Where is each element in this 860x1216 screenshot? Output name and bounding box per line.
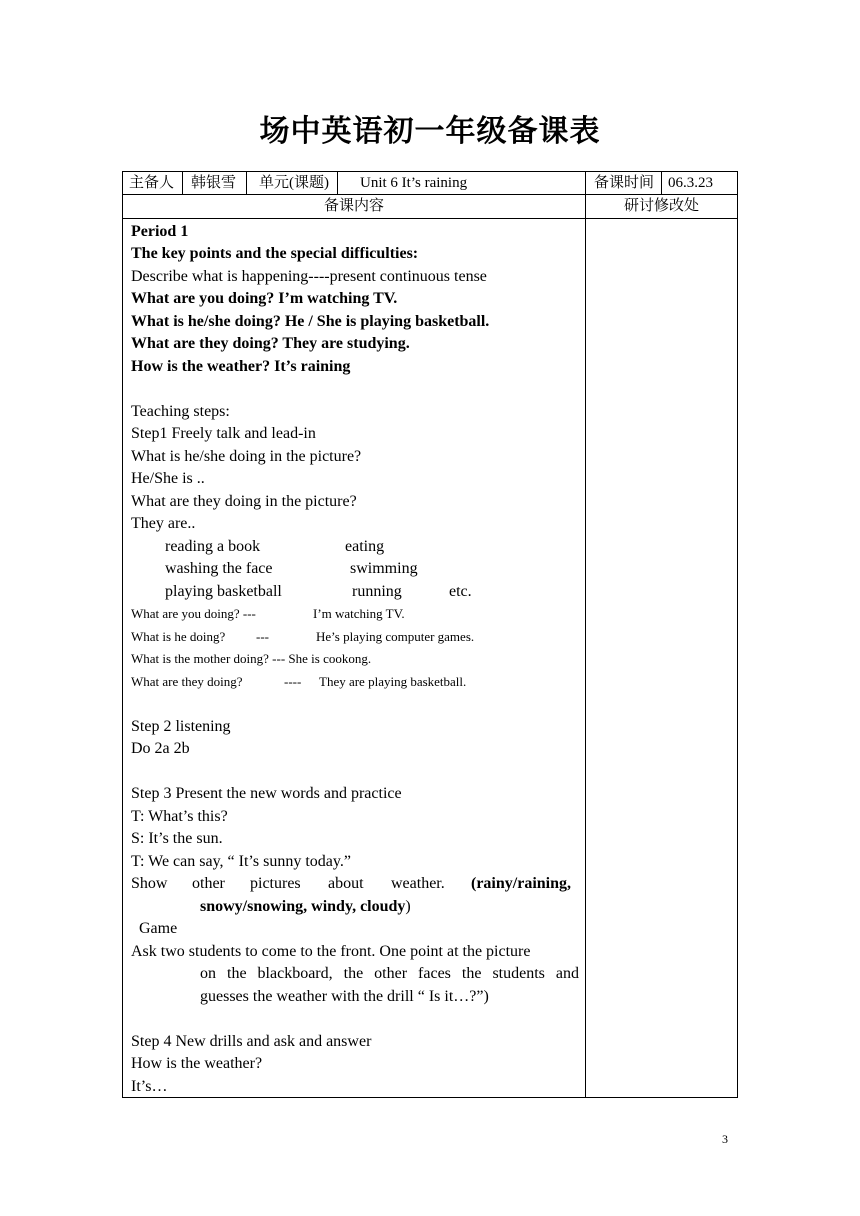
vocab-item: etc. — [449, 583, 472, 600]
step-line: T: What’s this? — [131, 808, 228, 825]
vocab-item: eating — [345, 538, 385, 555]
vocab-item: reading a book — [165, 538, 261, 555]
vocab-item: running — [352, 583, 402, 600]
page-number: 3 — [722, 1132, 728, 1146]
key-point: What are you doing? I’m watching TV. — [131, 290, 398, 307]
page-title: 场中英语初一年级备课表 — [259, 114, 601, 149]
step-line: Game — [139, 920, 178, 937]
step-line: Show — [131, 875, 168, 892]
dialog-line: What is the mother doing? --- She is cookong. — [131, 651, 372, 666]
revision-notes-column — [585, 218, 738, 1098]
step-line: They are.. — [131, 515, 196, 532]
key-point: How is the weather? It’s raining — [131, 358, 351, 375]
unit-title: Unit 6 It’s raining — [337, 171, 586, 195]
step-line: T: We can say, “ It’s sunny today.” — [131, 853, 351, 870]
teaching-steps-heading: Teaching steps: — [131, 403, 230, 420]
step-heading: Step 4 New drills and ask and answer — [131, 1033, 372, 1050]
step-line: S: It’s the sun. — [131, 830, 223, 847]
key-point: What are they doing? They are studying. — [131, 335, 410, 352]
vocab-item: swimming — [350, 560, 418, 577]
dialog-line: What is he doing? — [131, 629, 226, 644]
preparer-name: 韩银雪 — [182, 171, 247, 195]
step-line: What are they doing in the picture? — [131, 493, 357, 510]
step-line: Ask two students to come to the front. One point at the picture — [131, 943, 531, 960]
dialog-line: What are you doing? --- — [131, 606, 256, 621]
dialog-line: --- — [256, 629, 269, 644]
key-point: Describe what is happening----present continuous tense — [131, 268, 487, 285]
step-line: It’s… — [131, 1078, 168, 1095]
step-line: on the blackboard, the other faces the students and — [200, 965, 579, 982]
time-value: 06.3.23 — [661, 171, 738, 195]
step-line: Do 2a 2b — [131, 740, 190, 757]
step-line: How is the weather? — [131, 1055, 263, 1072]
period-heading: Period 1 — [131, 223, 189, 240]
lesson-content — [122, 218, 586, 1098]
vocab-item: washing the face — [165, 560, 273, 577]
step-heading: Step 3 Present the new words and practice — [131, 785, 402, 802]
step-heading: Step 2 listening — [131, 718, 231, 735]
weather-words: snowy/snowing, windy, cloudy — [200, 898, 406, 915]
time-label: 备课时间 — [585, 171, 662, 195]
step-line: guesses the weather with the drill “ Is it…?”) — [200, 988, 489, 1005]
unit-label: 单元(课题) — [246, 171, 338, 195]
header-table — [122, 171, 738, 219]
step-line: weather. — [391, 875, 445, 892]
vocab-item: playing basketball — [165, 583, 282, 600]
dialog-line: I’m watching TV. — [313, 606, 405, 621]
step-line: What is he/she doing in the picture? — [131, 448, 362, 465]
closing-paren: ) — [405, 898, 411, 915]
dialog-line: ---- — [284, 674, 302, 689]
step-line: about — [328, 875, 364, 892]
weather-words-line — [200, 896, 411, 918]
step-line: pictures — [250, 875, 301, 892]
step-heading: Step1 Freely talk and lead-in — [131, 425, 316, 442]
weather-words: (rainy/raining, — [471, 875, 572, 892]
preparer-label: 主备人 — [122, 171, 183, 195]
dialog-line: They are playing basketball. — [319, 674, 467, 689]
step-line: other — [192, 875, 225, 892]
dialog-line: What are they doing? — [131, 674, 243, 689]
notes-label: 研讨修改处 — [585, 194, 738, 219]
key-points-heading: The key points and the special difficulties: — [131, 245, 419, 262]
key-point: What is he/she doing? He / She is playing basketball. — [131, 313, 490, 330]
dialog-line: He’s playing computer games. — [316, 629, 475, 644]
step-line: He/She is .. — [131, 470, 205, 487]
content-label: 备课内容 — [122, 194, 586, 219]
